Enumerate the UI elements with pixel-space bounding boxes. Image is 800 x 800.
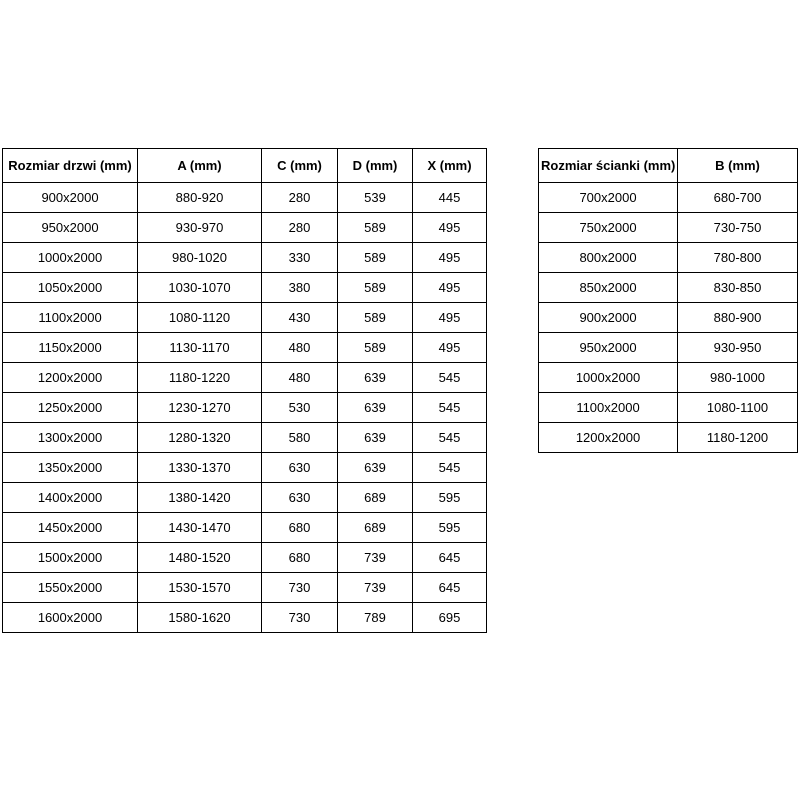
table-cell: 789: [338, 603, 413, 633]
table-row: [539, 273, 798, 303]
table-cell: 480: [262, 363, 338, 393]
table-cell: 1300x2000: [3, 423, 138, 453]
table-cell: 780-800: [678, 243, 798, 273]
table-row: [3, 423, 487, 453]
table-cell: 1580-1620: [138, 603, 262, 633]
table-cell: 1350x2000: [3, 453, 138, 483]
table-cell: 739: [338, 573, 413, 603]
table-cell: 1250x2000: [3, 393, 138, 423]
table-cell: 800x2000: [539, 243, 678, 273]
table-cell: 630: [262, 483, 338, 513]
table-cell: 900x2000: [3, 183, 138, 213]
table-cell: 1000x2000: [3, 243, 138, 273]
table-row: [3, 453, 487, 483]
table-cell: 589: [338, 243, 413, 273]
table-row: [539, 183, 798, 213]
table-cell: 545: [413, 453, 487, 483]
table-row: [539, 303, 798, 333]
column-header: A (mm): [138, 149, 262, 183]
table-row: [3, 273, 487, 303]
table-row: [3, 243, 487, 273]
table-cell: 739: [338, 543, 413, 573]
table-cell: 1000x2000: [539, 363, 678, 393]
table-cell: 495: [413, 243, 487, 273]
header-row: [539, 149, 798, 183]
table-cell: 750x2000: [539, 213, 678, 243]
table-cell: 695: [413, 603, 487, 633]
table-cell: 1380-1420: [138, 483, 262, 513]
table-cell: 595: [413, 483, 487, 513]
table-row: [539, 333, 798, 363]
table-cell: 680: [262, 513, 338, 543]
door-dimensions-table-body: [3, 183, 487, 633]
table-cell: 1050x2000: [3, 273, 138, 303]
table-cell: 495: [413, 303, 487, 333]
table-row: [3, 393, 487, 423]
table-cell: 1600x2000: [3, 603, 138, 633]
table-cell: 950x2000: [3, 213, 138, 243]
wall-dimensions-table-body: [539, 183, 798, 453]
table-cell: 1330-1370: [138, 453, 262, 483]
table-cell: 1180-1220: [138, 363, 262, 393]
table-cell: 1400x2000: [3, 483, 138, 513]
table-cell: 645: [413, 573, 487, 603]
table-row: [3, 213, 487, 243]
table-cell: 589: [338, 273, 413, 303]
table-cell: 689: [338, 513, 413, 543]
table-cell: 280: [262, 183, 338, 213]
table-row: [3, 303, 487, 333]
table-cell: 730-750: [678, 213, 798, 243]
table-cell: 1080-1120: [138, 303, 262, 333]
table-cell: 930-950: [678, 333, 798, 363]
table-cell: 380: [262, 273, 338, 303]
wall-dimensions-table-header: [539, 149, 798, 183]
table-cell: 430: [262, 303, 338, 333]
table-cell: 880-900: [678, 303, 798, 333]
table-cell: 980-1000: [678, 363, 798, 393]
table-cell: 830-850: [678, 273, 798, 303]
table-cell: 545: [413, 393, 487, 423]
table-cell: 700x2000: [539, 183, 678, 213]
table-cell: 1100x2000: [539, 393, 678, 423]
column-header: X (mm): [413, 149, 487, 183]
table-cell: 639: [338, 423, 413, 453]
table-cell: 1530-1570: [138, 573, 262, 603]
column-header: Rozmiar ścianki (mm): [539, 149, 678, 183]
table-cell: 1450x2000: [3, 513, 138, 543]
table-cell: 589: [338, 303, 413, 333]
table-cell: 900x2000: [539, 303, 678, 333]
table-cell: 530: [262, 393, 338, 423]
table-cell: 639: [338, 363, 413, 393]
door-dimensions-table: [2, 148, 487, 633]
table-cell: 980-1020: [138, 243, 262, 273]
table-row: [3, 513, 487, 543]
table-cell: 330: [262, 243, 338, 273]
table-cell: 545: [413, 423, 487, 453]
table-cell: 1030-1070: [138, 273, 262, 303]
table-cell: 589: [338, 213, 413, 243]
column-header: C (mm): [262, 149, 338, 183]
table-cell: 595: [413, 513, 487, 543]
table-row: [3, 183, 487, 213]
table-row: [539, 393, 798, 423]
table-cell: 1230-1270: [138, 393, 262, 423]
table-cell: 1080-1100: [678, 393, 798, 423]
table-cell: 589: [338, 333, 413, 363]
table-cell: 930-970: [138, 213, 262, 243]
table-cell: 630: [262, 453, 338, 483]
column-header: B (mm): [678, 149, 798, 183]
table-cell: 680: [262, 543, 338, 573]
table-row: [539, 243, 798, 273]
table-cell: 545: [413, 363, 487, 393]
door-dimensions-table-header: [3, 149, 487, 183]
table-cell: 1180-1200: [678, 423, 798, 453]
table-cell: 480: [262, 333, 338, 363]
table-cell: 280: [262, 213, 338, 243]
table-row: [3, 603, 487, 633]
table-cell: 1200x2000: [3, 363, 138, 393]
table-cell: 689: [338, 483, 413, 513]
table-cell: 1550x2000: [3, 573, 138, 603]
column-header: D (mm): [338, 149, 413, 183]
table-row: [3, 483, 487, 513]
table-row: [539, 213, 798, 243]
table-cell: 1280-1320: [138, 423, 262, 453]
table-row: [3, 333, 487, 363]
wall-dimensions-table: [538, 148, 798, 453]
table-cell: 1200x2000: [539, 423, 678, 453]
table-cell: 1430-1470: [138, 513, 262, 543]
table-cell: 639: [338, 453, 413, 483]
table-cell: 1480-1520: [138, 543, 262, 573]
table-cell: 1150x2000: [3, 333, 138, 363]
table-cell: 495: [413, 333, 487, 363]
table-cell: 639: [338, 393, 413, 423]
table-cell: 730: [262, 573, 338, 603]
table-cell: 445: [413, 183, 487, 213]
table-row: [539, 363, 798, 393]
table-cell: 1100x2000: [3, 303, 138, 333]
table-cell: 645: [413, 543, 487, 573]
table-cell: 950x2000: [539, 333, 678, 363]
table-cell: 880-920: [138, 183, 262, 213]
table-cell: 730: [262, 603, 338, 633]
table-cell: 1500x2000: [3, 543, 138, 573]
table-cell: 495: [413, 213, 487, 243]
table-row: [539, 423, 798, 453]
table-row: [3, 573, 487, 603]
table-cell: 495: [413, 273, 487, 303]
table-cell: 1130-1170: [138, 333, 262, 363]
table-cell: 539: [338, 183, 413, 213]
table-cell: 580: [262, 423, 338, 453]
table-row: [3, 363, 487, 393]
table-row: [3, 543, 487, 573]
table-cell: 850x2000: [539, 273, 678, 303]
column-header: Rozmiar drzwi (mm): [3, 149, 138, 183]
header-row: [3, 149, 487, 183]
table-cell: 680-700: [678, 183, 798, 213]
